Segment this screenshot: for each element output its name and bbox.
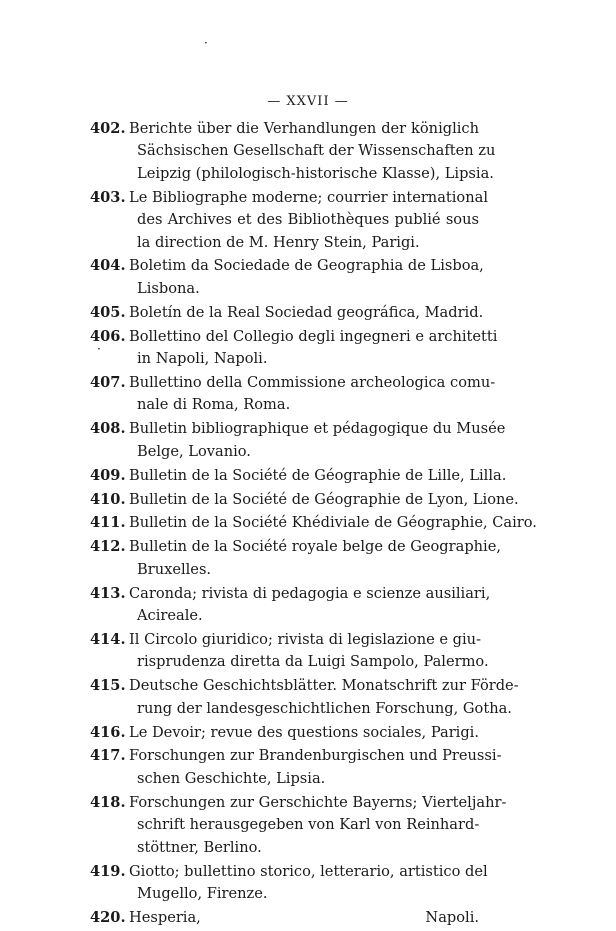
entry-text-line: rung der landesgeschichtlichen Forschung, Gotha. [137,699,512,717]
entry-number: 412. [90,538,126,556]
entry-number: 405. [90,303,126,321]
entry-text-line: Bullettino della Commissione archeologica comu- [129,373,496,391]
entry-number: 407. [90,373,126,391]
entry-number: 411. [90,514,126,532]
entry-text-line: Le Devoir; revue des questions sociales, Parigi. [129,723,479,741]
entry-text-line: Bulletin de la Société Khédiviale de Géographie, Cairo. [129,514,537,532]
entry-number: 413. [90,584,126,602]
entry-text-line: Giotto; bullettino storico, letterario, artistico del [129,862,488,880]
entry-text-line: Forschungen zur Gerschichte Bayerns; Vierteljahr- [129,793,507,811]
entry-number: 419. [90,862,126,880]
entry-number: 409. [90,466,126,484]
list-entry [0,326,616,371]
entry-text-line: Leipzig (philologisch-historische Klasse), Lipsia. [137,164,494,182]
list-entry [0,745,616,790]
list-entry [0,583,616,628]
entry-text-line: Sächsischen Gesellschaft der Wissenschaften zu [137,142,496,160]
entry-text-line: Acireale. [137,607,203,625]
entry-number: 404. [90,257,126,275]
list-entry [0,489,616,511]
list-entry [0,187,616,254]
entry-number: 420. [90,908,126,926]
ink-speck: · [204,36,208,50]
page-number: — XXVII — [267,94,349,109]
entry-text-line: Bulletin de la Société de Géographie de Lyon, Lione. [129,490,519,508]
entry-text-line: des Archives et des Bibliothèques publié sous [137,211,479,229]
periodicals-list [0,118,616,931]
entry-text-line: Deutsche Geschichtsblätter. Monatschrift zur Förde- [129,677,519,695]
ink-speck-margin: · [97,342,101,356]
entry-number: 417. [90,747,126,765]
entry-text-line: Hesperia, Napoli. [129,908,479,926]
list-entry [0,907,616,929]
list-entry [0,722,616,744]
entry-text-line: Caronda; rivista di pedagogia e scienze ausiliari, [129,584,491,602]
entry-number: 414. [90,630,126,648]
entry-number: 403. [90,188,126,206]
entry-text-line: la direction de M. Henry Stein, Parigi. [137,233,420,251]
entry-text-line: Bulletin de la Société de Géographie de Lille, Lilla. [129,466,507,484]
list-entry [0,255,616,300]
entry-number: 415. [90,677,126,695]
list-entry [0,861,616,906]
entry-number: 410. [90,490,126,508]
entry-text-line: risprudenza diretta da Luigi Sampolo, Palermo. [137,653,489,671]
entry-text-line: Bulletin bibliographique et pédagogique du Musée [129,420,506,438]
entry-number: 402. [90,120,126,137]
entry-number: 418. [90,793,126,811]
entry-number: 416. [90,723,126,741]
list-entry [0,302,616,324]
entry-text-line: Le Bibliographe moderne; courrier international [129,188,488,206]
entry-text-line: Forschungen zur Brandenburgischen und Preussi- [129,747,502,765]
entry-text-line: schrift herausgegeben von Karl von Reinhard- [137,816,480,834]
entry-text-line: in Napoli, Napoli. [137,350,268,368]
entry-text-line: schen Geschichte, Lipsia. [137,769,326,787]
entry-text-line: Boletim da Sociedade de Geographia de Lisboa, [129,257,484,275]
entry-text-line: Belge, Lovanio. [137,442,251,460]
list-entry [0,465,616,487]
list-entry [0,792,616,859]
entry-text-line: Boletín de la Real Sociedad geográfica, Madrid. [129,303,484,321]
entry-text-line: Bollettino del Collegio degli ingegneri e architetti [129,327,498,345]
entry-number: 408. [90,420,126,438]
entry-text-line: Il Circolo giuridico; rivista di legislazione e giu- [129,630,482,648]
list-entry [0,675,616,720]
entry-text-line: Bulletin de la Société royale belge de Geographie, [129,538,502,556]
list-entry [0,418,616,463]
list-entry [0,512,616,534]
list-entry [0,536,616,581]
entry-text-line: Mugello, Firenze. [137,884,268,902]
entry-text-line: Berichte über die Verhandlungen der königlich [129,120,479,137]
entry-text-line: nale di Roma, Roma. [137,396,291,414]
list-entry [0,629,616,674]
list-entry [0,372,616,417]
entry-text-line: Bruxelles. [137,560,212,578]
entry-number: 406. [90,327,126,345]
entry-text-line: Lisbona. [137,279,200,297]
list-entry [0,118,616,185]
entry-text-line: stöttner, Berlino. [137,838,262,856]
